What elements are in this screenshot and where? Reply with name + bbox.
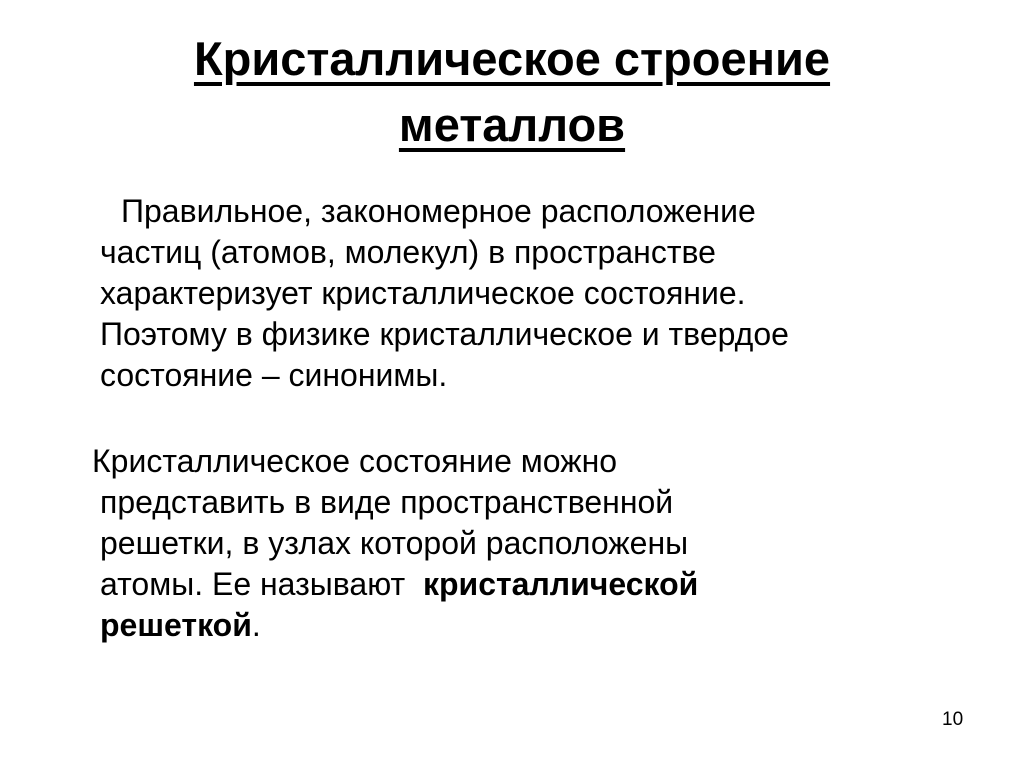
paragraph-crystal-lattice	[92, 441, 980, 646]
term-lattice: решеткой	[100, 607, 252, 643]
paragraph2-line5-period: .	[251, 607, 261, 643]
term-crystalline: кристаллической	[422, 566, 699, 602]
slide-title-line1: Кристаллическое строение	[193, 32, 831, 85]
paragraph2-line3: решетки, в узлах которой расположены	[100, 525, 689, 561]
slide-title	[0, 26, 1024, 158]
paragraph1-line3: характеризует кристаллическое состояние.	[100, 275, 746, 311]
page-number: 10	[942, 709, 964, 730]
paragraph1-line1: Правильное, закономерное расположение	[121, 193, 756, 229]
paragraph2-line2: представить в виде пространственной	[100, 484, 674, 520]
paragraph2-line5	[100, 605, 980, 646]
paragraph2-line1: Кристаллическое состояние можно	[92, 443, 618, 479]
paragraph1-line4: Поэтому в физике кристаллическое и твердое	[100, 316, 789, 352]
paragraph1-line2: частиц (атомов, молекул) в пространстве	[100, 234, 716, 270]
paragraph2-line4-text: атомы. Ее называют	[100, 566, 406, 602]
slide-title-line2: металлов	[398, 98, 626, 151]
paragraph2-line4	[100, 564, 980, 605]
paragraph1-line5: состояние – синонимы.	[100, 357, 448, 393]
paragraph-crystalline-state	[100, 191, 980, 396]
